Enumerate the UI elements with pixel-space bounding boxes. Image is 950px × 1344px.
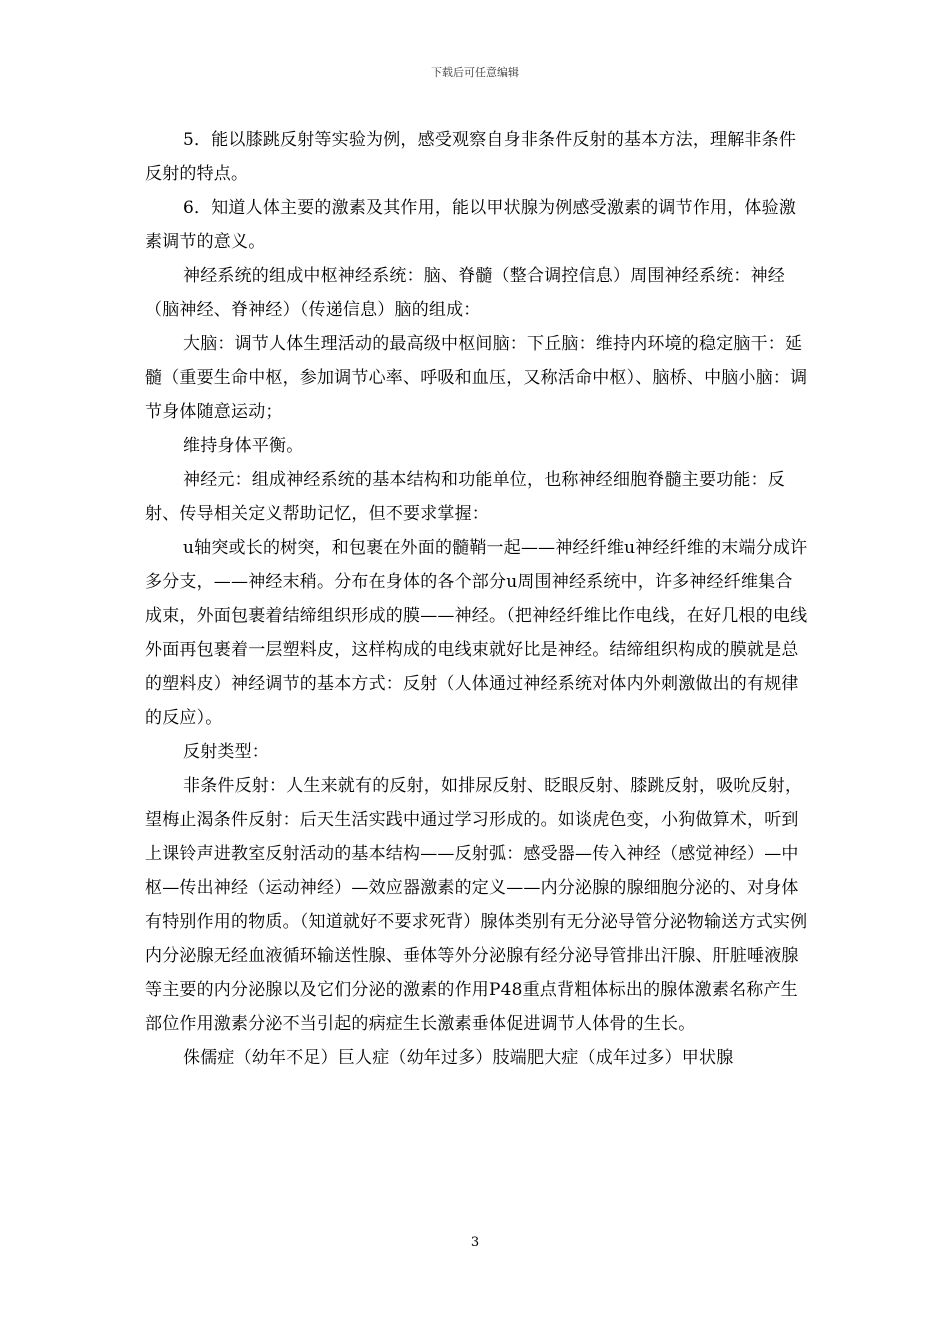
- paragraph: 神经元：组成神经系统的基本结构和功能单位，也称神经细胞脊髓主要功能：反射、传导相关定义帮助记忆，但不要求掌握：: [145, 470, 785, 524]
- paragraph: 6．知道人体主要的激素及其作用，能以甲状腺为例感受激素的调节作用，体验激素调节的意义。: [145, 198, 797, 252]
- paragraph: 5．能以膝跳反射等实验为例，感受观察自身非条件反射的基本方法，理解非条件反射的特点。: [145, 130, 797, 184]
- page-header: 下载后可任意编辑: [431, 66, 519, 79]
- paragraph: u轴突或长的树突，和包裹在外面的髓鞘一起——神经纤维u神经纤维的末端分成许多分支，——神经末稍。分布在身体的各个部分u周围神经系统中，许多神经纤维集合成束，外面包裹着结缔组织形成的膜——神经。（把神经纤维比作电线，在好几根的电线外面再包裹着一层塑料皮，这样构成的电线束就好比是神经。结缔组织构成的膜就是总的塑料皮）神经调节的基本方式：反射（人体通过神经系统对体内外刺激做出的有规律的反应）。: [145, 538, 808, 728]
- paragraph: 神经系统的组成中枢神经系统：脑、脊髓（整合调控信息）周围神经系统：神经（脑神经、脊神经）（传递信息）脑的组成：: [145, 266, 785, 320]
- paragraph: 侏儒症（幼年不足）巨人症（幼年过多）肢端肥大症（成年过多）甲状腺: [183, 1048, 734, 1068]
- document-body: [145, 123, 809, 1075]
- paragraph: 反射类型：: [183, 742, 269, 762]
- paragraph: 大脑：调节人体生理活动的最高级中枢间脑：下丘脑：维持内环境的稳定脑干：延髓（重要生命中枢，参加调节心率、呼吸和血压，又称活命中枢）、脑桥、中脑小脑：调节身体随意运动；: [145, 334, 808, 422]
- paragraph: 维持身体平衡。: [183, 436, 304, 456]
- paragraph: 非条件反射：人生来就有的反射，如排尿反射、眨眼反射、膝跳反射，吸吮反射，望梅止渴条件反射：后天生活实践中通过学习形成的。如谈虎色变，小狗做算术，听到上课铃声进教室反射活动的基本结构——反射弧：感受器—传入神经（感觉神经）—中枢—传出神经（运动神经）—效应器激素的定义——内分泌腺的腺细胞分泌的、对身体有特别作用的物质。（知道就好不要求死背）腺体类别有无分泌导管分泌物输送方式实例内分泌腺无经血液循环输送性腺、垂体等外分泌腺有经分泌导管排出汗腺、肝脏唾液腺等主要的内分泌腺以及它们分泌的激素的作用P48重点背粗体标出的腺体激素名称产生部位作用激素分泌不当引起的病症生长激素垂体促进调节人体骨的生长。: [145, 776, 808, 1034]
- page-number: 3: [470, 1235, 480, 1250]
